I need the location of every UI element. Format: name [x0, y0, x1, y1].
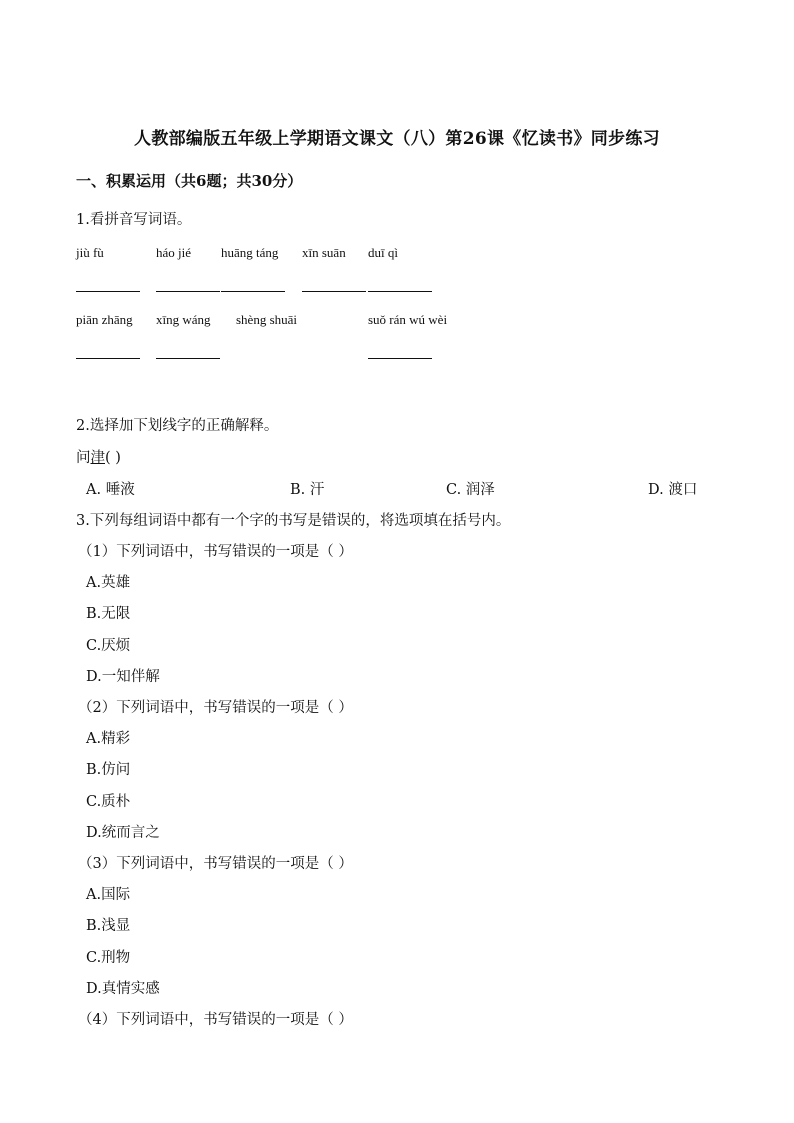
- question-2-word: [76, 446, 121, 467]
- answer-blank[interactable]: [156, 291, 220, 292]
- answer-blank[interactable]: [368, 358, 432, 359]
- answer-blank[interactable]: [156, 358, 220, 359]
- option-d[interactable]: D.真情实感: [86, 981, 160, 997]
- option-c[interactable]: C.质朴: [86, 794, 131, 810]
- answer-paren: ( ): [105, 450, 121, 466]
- pinyin: xīng wáng: [156, 312, 211, 327]
- pinyin: jiù fù: [76, 245, 104, 260]
- page-title: 人教部编版五年级上学期语文课文（八）第26课《忆读书》同步练习: [134, 129, 660, 149]
- option-a[interactable]: A.英雄: [86, 575, 131, 591]
- answer-blank[interactable]: [76, 291, 140, 292]
- option-a[interactable]: A. 唾液: [86, 482, 135, 498]
- option-c[interactable]: C.厌烦: [86, 638, 131, 654]
- pinyin: suǒ rán wú wèi: [368, 312, 448, 327]
- sub-question-prompt: （4）下列词语中，书写错误的一项是（ ）: [78, 1012, 353, 1028]
- pinyin: xīn suān: [302, 245, 346, 260]
- answer-blank[interactable]: [368, 291, 432, 292]
- option-a[interactable]: A.精彩: [86, 731, 131, 747]
- section-heading: 一、积累运用（共6题；共30分）: [76, 172, 303, 190]
- question-3-stem: 3.下列每组词语中都有一个字的书写是错误的，将选项填在括号内。: [76, 513, 511, 529]
- option-a[interactable]: A.国际: [86, 887, 131, 903]
- pinyin: piān zhāng: [76, 312, 133, 327]
- option-c[interactable]: C. 润泽: [446, 482, 495, 498]
- pinyin: shèng shuāi: [236, 312, 298, 327]
- sub-question-prompt: （3）下列词语中，书写错误的一项是（ ）: [78, 856, 353, 872]
- option-b[interactable]: B.仿问: [86, 762, 131, 778]
- answer-blank[interactable]: [302, 291, 366, 292]
- pinyin: háo jié: [156, 245, 192, 260]
- pinyin: huāng táng: [221, 245, 279, 260]
- answer-blank[interactable]: [221, 291, 285, 292]
- option-b[interactable]: B.无限: [86, 606, 131, 622]
- word-part: 问: [76, 450, 91, 466]
- option-d[interactable]: D.统而言之: [86, 825, 160, 841]
- answer-blank[interactable]: [76, 358, 140, 359]
- option-d[interactable]: D. 渡口: [648, 482, 698, 498]
- option-b[interactable]: B. 汗: [290, 482, 325, 498]
- question-2-stem: 2.选择加下划线字的正确解释。: [76, 418, 279, 434]
- option-d[interactable]: D.一知伴解: [86, 669, 160, 685]
- pinyin: duī qì: [368, 245, 398, 260]
- sub-question-prompt: （1）下列词语中，书写错误的一项是（ ）: [78, 544, 353, 560]
- option-b[interactable]: B.浅显: [86, 918, 131, 934]
- option-c[interactable]: C.刑物: [86, 950, 131, 966]
- underlined-char: 津: [90, 450, 105, 466]
- question-1-stem: 1.看拼音写词语。: [76, 212, 192, 228]
- sub-question-prompt: （2）下列词语中，书写错误的一项是（ ）: [78, 700, 353, 716]
